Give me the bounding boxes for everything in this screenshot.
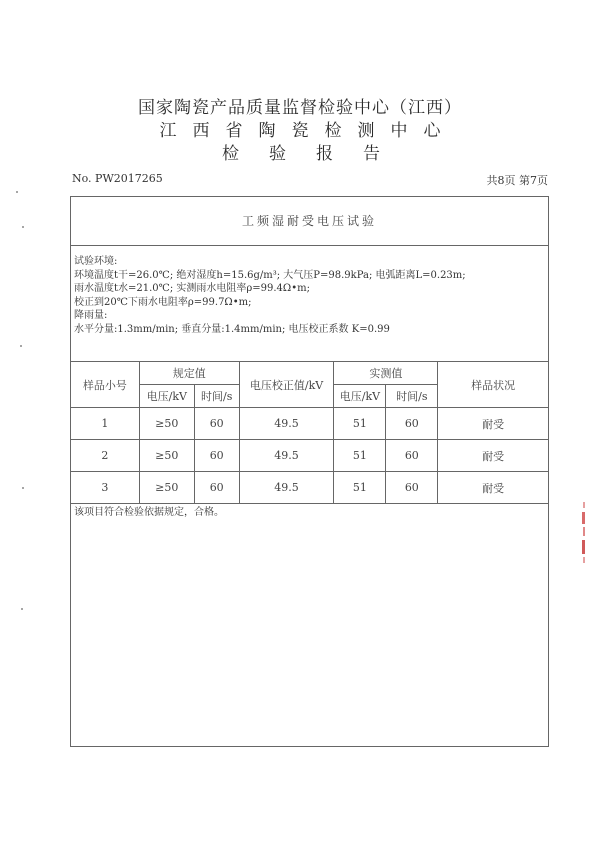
scan-speck — [21, 608, 23, 610]
results-table — [70, 361, 549, 504]
env-line-2: 雨水温度t水=21.0℃; 实测雨水电阻率ρ=99.4Ω•m; — [74, 283, 310, 295]
cell-status: 耐受 — [438, 408, 549, 440]
header-corrected-voltage: 电压校正值/kV — [239, 362, 334, 408]
cell-spec-voltage: ≥50 — [139, 440, 194, 472]
subheader-measured-time: 时间/s — [386, 385, 438, 408]
scan-speck — [22, 487, 24, 489]
subheader-spec-time: 时间/s — [194, 385, 239, 408]
cell-spec-voltage: ≥50 — [139, 472, 194, 504]
scan-speck — [16, 191, 18, 193]
table-row — [71, 408, 549, 440]
cell-sample-no: 2 — [71, 440, 140, 472]
report-frame — [70, 196, 549, 747]
header-title-line2: 江西省陶瓷检测中心 — [159, 121, 457, 141]
page-info: 共8页 第7页 — [486, 174, 548, 187]
header-sample-status: 样品状况 — [438, 362, 549, 408]
cell-measured-voltage: 51 — [334, 440, 386, 472]
env-line-1: 环境温度t干=26.0℃; 绝对湿度h=15.6g/m³; 大气压P=98.9kPa; 电弧距离L=0.23m; — [74, 269, 466, 281]
cell-spec-time: 60 — [194, 408, 239, 440]
cell-spec-voltage: ≥50 — [139, 408, 194, 440]
cell-sample-no: 3 — [71, 472, 140, 504]
test-environment — [74, 255, 466, 337]
header-title-line1: 国家陶瓷产品质量监督检验中心（江西） — [138, 98, 462, 118]
cell-measured-voltage: 51 — [334, 408, 386, 440]
cell-spec-time: 60 — [194, 440, 239, 472]
subheader-spec-voltage: 电压/kV — [139, 385, 194, 408]
subheader-measured-voltage: 电压/kV — [334, 385, 386, 408]
cell-measured-time: 60 — [386, 472, 438, 504]
cell-corrected-voltage: 49.5 — [239, 440, 334, 472]
env-line-3: 校正到20℃下雨水电阻率ρ=99.7Ω•m; — [74, 296, 252, 308]
table-row — [71, 440, 549, 472]
cell-measured-time: 60 — [386, 440, 438, 472]
env-heading: 试验环境: — [74, 256, 118, 267]
cell-status: 耐受 — [438, 472, 549, 504]
scan-speck — [22, 226, 24, 228]
header-sample-no: 样品小号 — [71, 362, 140, 408]
header-measured: 实测值 — [334, 362, 438, 385]
report-number: No. PW2017265 — [72, 172, 163, 185]
cell-measured-voltage: 51 — [334, 472, 386, 504]
cell-status: 耐受 — [438, 440, 549, 472]
cell-spec-time: 60 — [194, 472, 239, 504]
env-line-4: 水平分量:1.3mm/min; 垂直分量:1.4mm/min; 电压校正系数 K=0.99 — [74, 323, 390, 335]
header-spec: 规定值 — [139, 362, 239, 385]
conclusion-text: 该项目符合检验依据规定，合格。 — [74, 507, 224, 518]
cell-corrected-voltage: 49.5 — [239, 408, 334, 440]
table-row — [71, 472, 549, 504]
cell-corrected-voltage: 49.5 — [239, 472, 334, 504]
section-title: 工频湿耐受电压试验 — [71, 197, 548, 246]
rain-heading: 降雨量: — [74, 310, 108, 322]
cell-sample-no: 1 — [71, 408, 140, 440]
header-title-line3: 检验报告 — [222, 144, 410, 164]
cell-measured-time: 60 — [386, 408, 438, 440]
scan-speck — [20, 345, 22, 347]
seal-edge-mark — [582, 502, 587, 564]
